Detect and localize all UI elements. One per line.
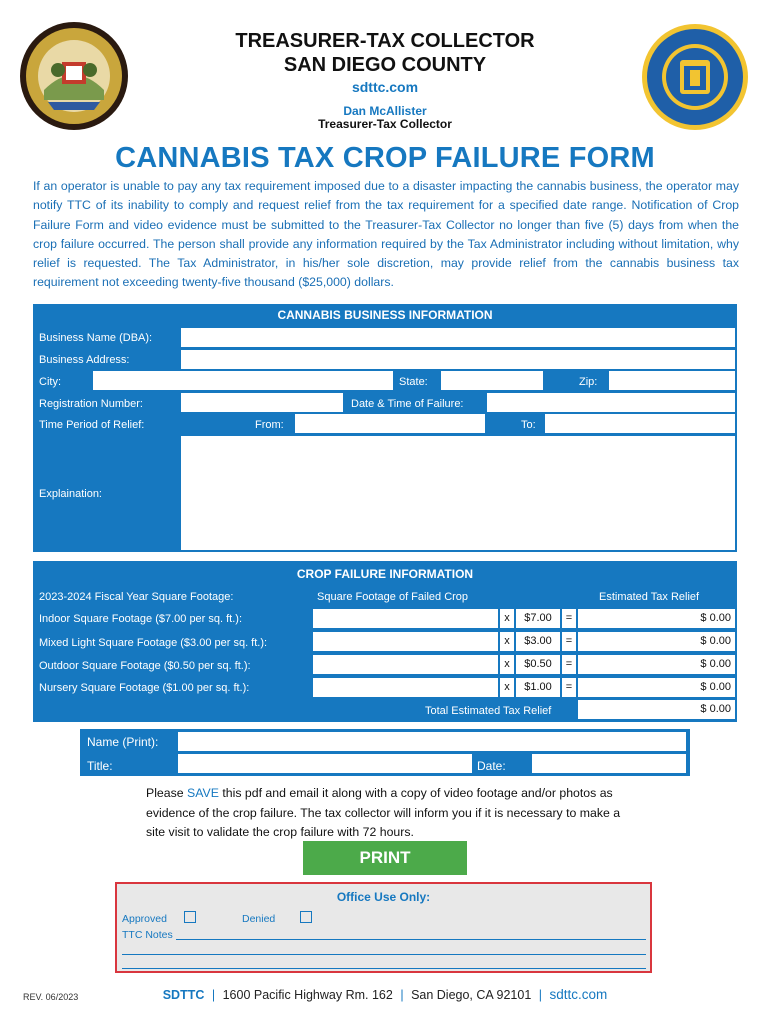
outdoor-rate: $0.50 [516, 655, 560, 674]
to-label: To: [521, 419, 536, 431]
from-date-field[interactable] [295, 414, 485, 433]
date-label: Date: [477, 759, 506, 773]
website-link[interactable]: sdttc.com [351, 79, 419, 95]
mixed-light-relief-value: $ 0.00 [578, 632, 735, 651]
time-period-label: Time Period of Relief: [39, 419, 145, 431]
zip-label: Zip: [579, 376, 598, 388]
indoor-relief-value: $ 0.00 [578, 609, 735, 628]
footer-sep-2: | [400, 988, 404, 1002]
nursery-rate: $1.00 [516, 678, 560, 697]
denied-checkbox[interactable] [300, 911, 312, 923]
outdoor-label: Outdoor Square Footage ($0.50 per sq. ft.): [39, 660, 251, 672]
ttc-notes-label: TTC Notes [122, 929, 173, 941]
outdoor-relief-value: $ 0.00 [578, 655, 735, 674]
business-address-label: Business Address: [39, 354, 130, 366]
nursery-label: Nursery Square Footage ($1.00 per sq. ft.): [39, 682, 250, 694]
explanation-textarea[interactable] [181, 436, 735, 550]
footer-org: SDTTC [162, 988, 205, 1002]
nursery-sqft-field[interactable] [313, 678, 498, 697]
name-print-field[interactable] [178, 732, 686, 751]
footer-address: 1600 Pacific Highway Rm. 162 [222, 988, 393, 1002]
save-keyword: SAVE [187, 786, 219, 800]
notes-line-1[interactable] [176, 939, 646, 940]
org-name-line2: SAN DIEGO COUNTY [283, 54, 487, 76]
mixed-light-x: x [500, 632, 514, 651]
zip-field[interactable] [609, 371, 735, 390]
city-field[interactable] [93, 371, 393, 390]
nursery-relief-value: $ 0.00 [578, 678, 735, 697]
approved-checkbox[interactable] [184, 911, 196, 923]
indoor-rate: $7.00 [516, 609, 560, 628]
indoor-label: Indoor Square Footage ($7.00 per sq. ft.): [39, 613, 243, 625]
state-label: State: [399, 376, 428, 388]
footer-address-line [0, 987, 770, 1002]
nursery-equals: = [562, 678, 576, 697]
col-tax-relief-header: Estimated Tax Relief [599, 591, 700, 603]
col-fiscal-year-header: 2023-2024 Fiscal Year Square Footage: [39, 591, 234, 603]
mixed-light-sqft-field[interactable] [313, 632, 498, 651]
total-relief-value: $ 0.00 [578, 700, 735, 719]
form-title: CANNABIS TAX CROP FAILURE FORM [115, 142, 655, 174]
notes-line-3[interactable] [122, 968, 646, 969]
instructions-text [146, 784, 636, 843]
date-field[interactable] [532, 754, 686, 773]
state-field[interactable] [441, 371, 543, 390]
indoor-equals: = [562, 609, 576, 628]
footer-website-link[interactable]: sdttc.com [549, 987, 608, 1002]
intro-paragraph: If an operator is unable to pay any tax requirement imposed due to a disaster impacting the cannabis business, the operator may notify TTC of its inability to comply and request relief from the tax requirement for a specified date range. Notification of Crop Failure Form and video evidence must be submitted to the Treasurer-Tax Collector no longer than five (5) days from when the crop failure occurred. The person shall provide any information required by the Tax Administrator including without limitation, why relief is requested. The Tax Administrator, in his/her sole discretion, may provide relief from the cannabis business tax requirement not exceeding twenty-five thousand ($25,000) dollars. [33, 179, 739, 290]
name-print-label: Name (Print): [87, 735, 159, 749]
col-failed-crop-header: Square Footage of Failed Crop [317, 591, 469, 603]
crop-failure-heading: CROP FAILURE INFORMATION [296, 567, 474, 581]
outdoor-equals: = [562, 655, 576, 674]
approved-label: Approved [122, 913, 167, 925]
business-name-label: Business Name (DBA): [39, 332, 153, 344]
official-name: Dan McAllister [343, 104, 427, 118]
title-label: Title: [87, 759, 113, 773]
date-time-failure-label: Date & Time of Failure: [351, 398, 464, 410]
mixed-light-rate: $3.00 [516, 632, 560, 651]
print-button[interactable]: PRINT [303, 841, 467, 875]
indoor-sqft-field[interactable] [313, 609, 498, 628]
office-use-box [115, 882, 652, 973]
official-title: Treasurer-Tax Collector [318, 117, 452, 131]
to-date-field[interactable] [545, 414, 735, 433]
from-label: From: [255, 419, 284, 431]
registration-number-label: Registration Number: [39, 398, 143, 410]
mixed-light-equals: = [562, 632, 576, 651]
business-address-field[interactable] [181, 350, 735, 369]
title-field[interactable] [178, 754, 472, 773]
footer-sep-3: | [538, 988, 543, 1002]
denied-label: Denied [242, 913, 276, 925]
instructions-rest: this pdf and email it along with a copy of video footage and/or photos as evidence of the crop failure. The tax collector will inform you if it is necessary to make a site visit to validate the crop failure with 72 hours. [146, 786, 621, 839]
business-name-field[interactable] [181, 328, 735, 347]
outdoor-x: x [500, 655, 514, 674]
city-label: City: [39, 376, 61, 388]
registration-number-field[interactable] [181, 393, 343, 412]
instructions-prefix: Please [146, 786, 188, 800]
footer-city: San Diego, CA 92101 [411, 988, 532, 1002]
signature-section [80, 729, 690, 776]
revision-date: REV. 06/2023 [23, 992, 79, 1002]
footer-sep-1: | [211, 988, 216, 1002]
total-relief-label: Total Estimated Tax Relief [425, 705, 552, 717]
nursery-x: x [500, 678, 514, 697]
office-use-heading: Office Use Only: [336, 890, 431, 904]
business-info-section [33, 304, 737, 552]
crop-failure-section [33, 561, 737, 722]
business-info-heading: CANNABIS BUSINESS INFORMATION [277, 308, 493, 322]
mixed-light-label: Mixed Light Square Footage ($3.00 per sq. ft.): [39, 637, 268, 649]
indoor-x: x [500, 609, 514, 628]
outdoor-sqft-field[interactable] [313, 655, 498, 674]
org-name-line1: TREASURER-TAX COLLECTOR [235, 30, 535, 52]
explanation-label: Explaination: [39, 488, 102, 500]
notes-line-2[interactable] [122, 954, 646, 955]
date-time-failure-field[interactable] [487, 393, 735, 412]
